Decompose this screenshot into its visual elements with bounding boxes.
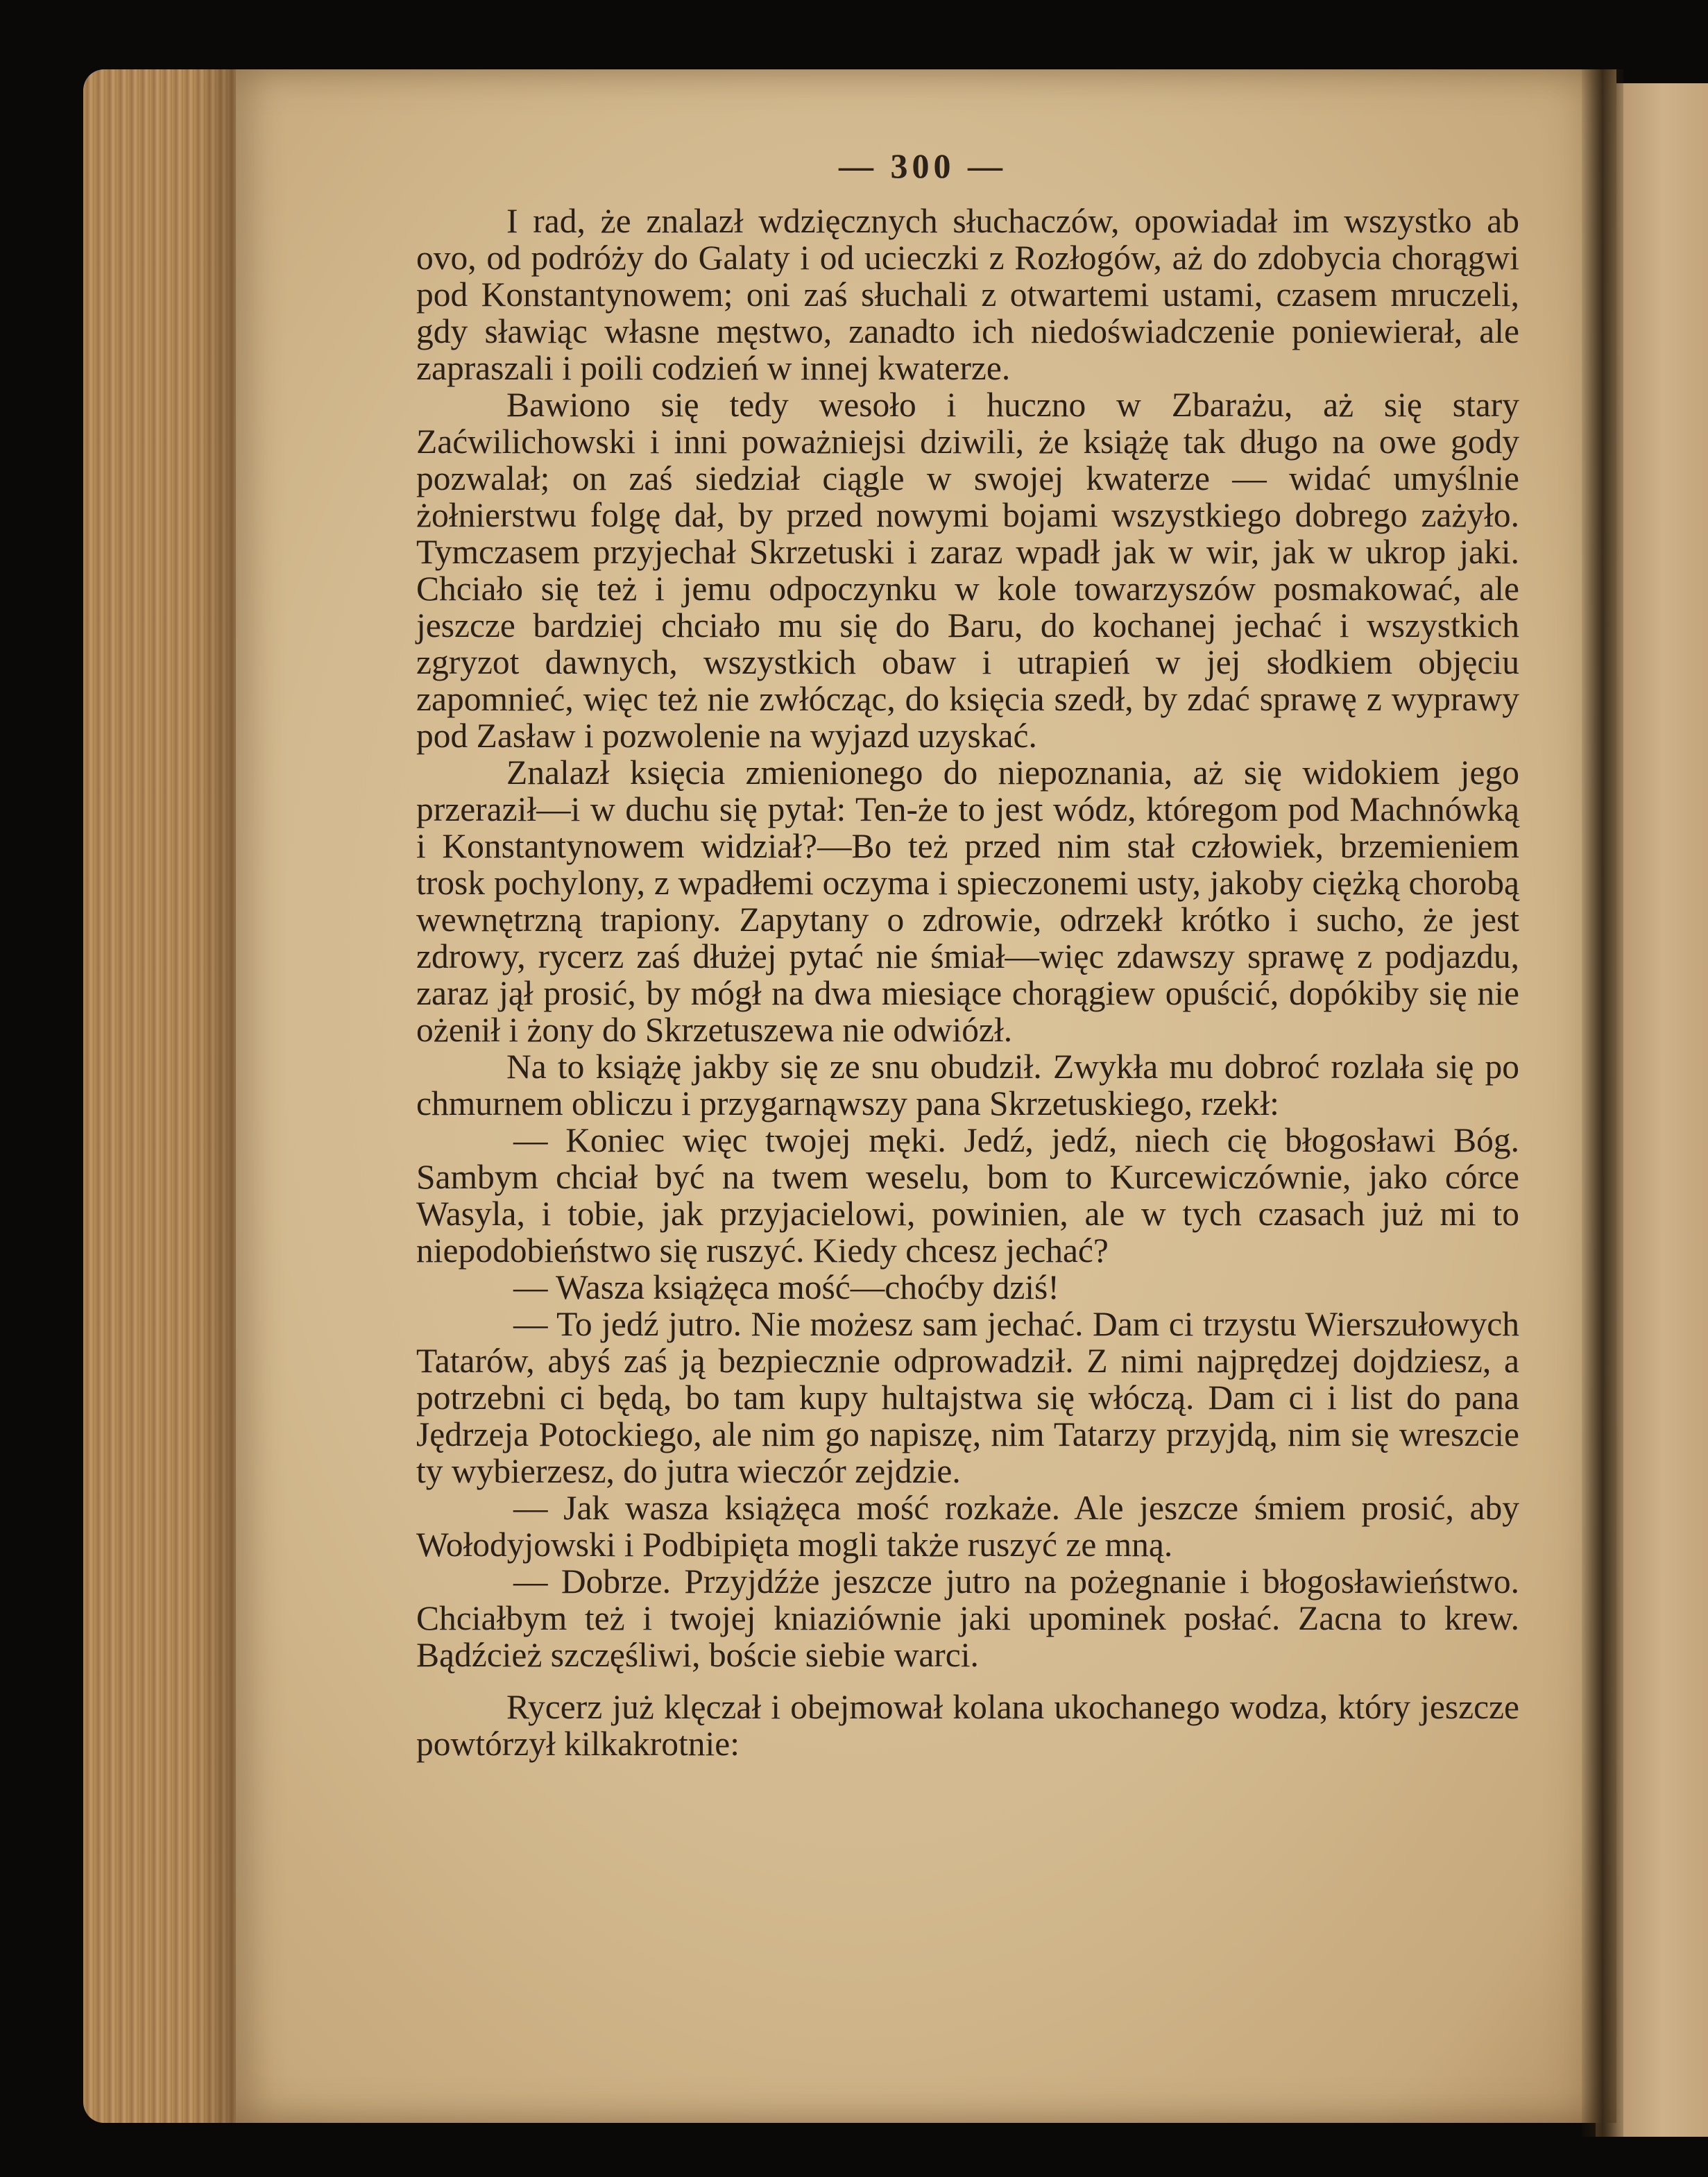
paragraph: Znalazł księcia zmienionego do niepoznania, aż się widokiem jego przeraził—i w duchu się pytał: Ten-że to jest wódz, któregom pod Machnówką i Konstantynowem widział?—Bo też przed nim stał człowiek, brzemieniem trosk pochylony, z wpadłemi oczyma i spieczonemi usty, jakoby ciężką chorobą wewnętrzną trapiony. Zapytany o zdrowie, odrzekł krótko i sucho, że jest zdrowy, rycerz zaś dłużej pytać nie śmiał—więc zdawszy sprawę z podjazdu, zaraz jął prosić, by mógł na dwa miesiące chorągiew opuścić, dopókiby się nie ożenił i żony do Skrzetuszewa nie odwiózł. [416, 753, 1519, 1049]
book-gutter [1582, 69, 1623, 2137]
dialog-line: — To jedź jutro. Nie możesz sam jechać. Dam ci trzystu Wierszułowych Tatarów, abyś zaś ją bezpiecznie odprowadził. Z nimi najprędzej dojdziesz, a potrzebni ci będą, bo tam kupy hultajstwa się włóczą. Dam ci i list do pana Jędrzeja Potockiego, ale nim go napiszę, nim Tatarzy przyjdą, nim się wreszcie ty wybierzesz, do jutra wieczór zejdzie. [416, 1305, 1519, 1490]
dialog-line: — Wasza książęca mość—choćby dziś! [513, 1268, 1059, 1306]
dialog-line: — Jak wasza książęca mość rozkaże. Ale jeszcze śmiem prosić, aby Wołodyjowski i Podbipięta mogli także ruszyć ze mną. [416, 1489, 1519, 1564]
paragraph: Rycerz już klęczał i obejmował kolana ukochanego wodza, który jeszcze powtórzył kilkakrotnie: [416, 1688, 1519, 1763]
dialog-line: — Koniec więc twojej męki. Jedź, jedź, niech cię błogosławi Bóg. Sambym chciał być na twem weselu, bom to Kurcewiczównie, jako córce Wasyla, i tobie, jak przyjacielowi, powinien, ale w tych czasach już mi to niepodobieństwo się ruszyć. Kiedy chcesz jechać? [416, 1121, 1519, 1270]
page-number: — 300 — [839, 146, 1007, 185]
page-text [416, 203, 1519, 1762]
paragraph: Na to książę jakby się ze snu obudził. Zwykła mu dobroć rozlała się po chmurnem obliczu i przygarnąwszy pana Skrzetuskiego, rzekł: [416, 1048, 1519, 1122]
paragraph: Bawiono się tedy wesoło i huczno w Zbarażu, aż się stary Zaćwilichowski i inni poważniejsi dziwili, że książę tak długo na owe gody pozwalał; on zaś siedział ciągle w swojej kwaterze — widać umyślnie żołnierstwu folgę dał, by przed nowymi bojami wszystkiego dobrego zażyło. Tymczasem przyjechał Skrzetuski i zaraz wpadł jak w wir, jak w ukrop jaki. Chciało się też i jemu odpoczynku w kole towarzyszów posmakować, ale jeszcze bardziej chciało mu się do Baru, do kochanej jechać i wszystkich zgryzot dawnych, wszystkich obaw i utrapień w jej słodkiem objęciu zapomnieć, więc też nie zwłócząc, do księcia szedł, by zdać sprawę z wyprawy pod Zasław i pozwolenie na wyjazd uzyskać. [416, 386, 1519, 755]
paragraph: I rad, że znalazł wdzięcznych słuchaczów, opowiadał im wszystko ab ovo, od podróży do Galaty i od ucieczki z Rozłogów, aż do zdobycia chorągwi pod Konstantynowem; oni zaś słuchali z otwartemi ustami, czasem mruczeli, gdy sławiąc własne męstwo, zanadto ich niedoświadczenie poniewierał, ale zapraszali i poili codzień w innej kwaterze. [416, 202, 1519, 387]
dialog-line: — Dobrze. Przyjdźże jeszcze jutro na pożegnanie i błogosławieństwo. Chciałbym też i twojej kniaziównie jaki upominek posłać. Zacna to krew. Bądźcież szczęśliwi, boście siebie warci. [416, 1562, 1519, 1674]
